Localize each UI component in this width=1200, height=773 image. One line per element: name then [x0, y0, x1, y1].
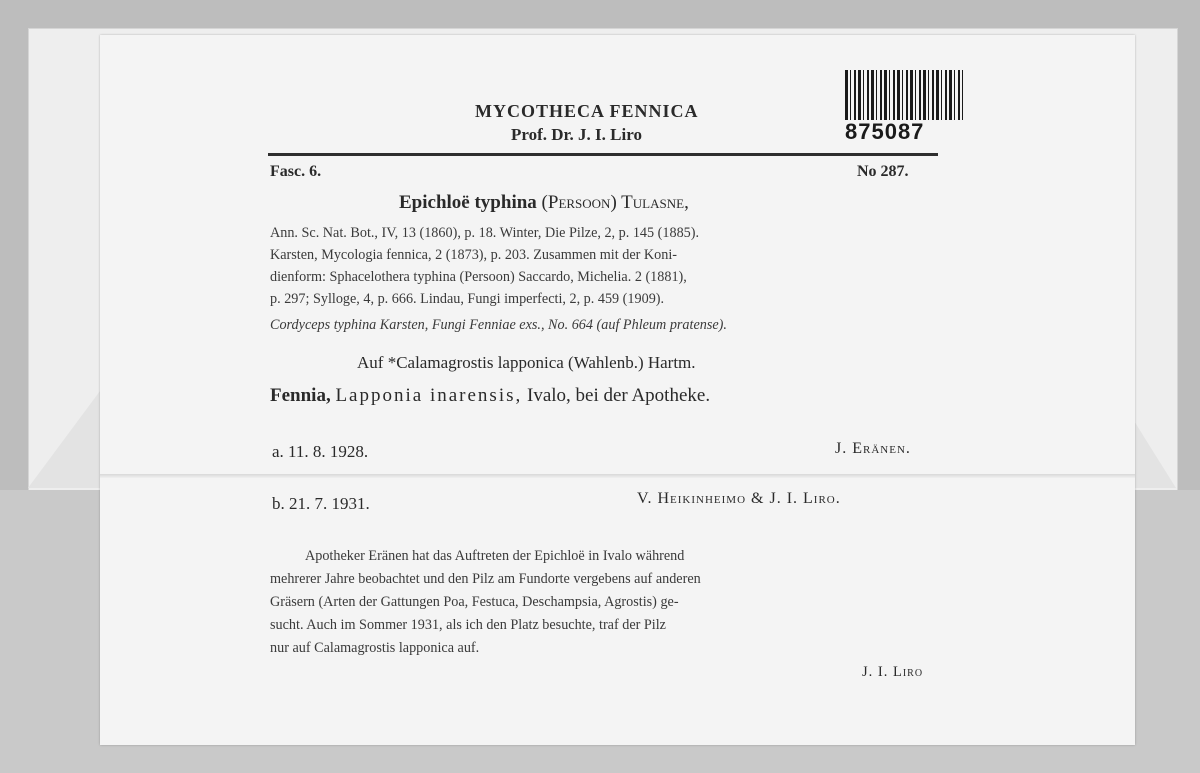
collection-a-date: a. 11. 8. 1928. — [272, 442, 369, 461]
species-line — [399, 192, 689, 214]
collection-a-collector: J. Eränen. — [835, 440, 911, 457]
collection-b-date: b. 21. 7. 1931. — [272, 494, 370, 513]
reference-line: p. 297; Sylloge, 4, p. 666. Lindau, Fungi imperfecti, 2, p. 459 (1909). — [270, 291, 665, 307]
reference-line: Ann. Sc. Nat. Bot., IV, 13 (1860), p. 18. Winter, Die Pilze, 2, p. 145 (1885). — [270, 225, 700, 241]
label-fold — [100, 474, 1135, 478]
exsiccata-number: No 287. — [857, 163, 909, 180]
species-author: (Persoon) Tulasne, — [541, 192, 689, 213]
field-note — [270, 545, 960, 660]
barcode-number: 875087 — [845, 119, 925, 144]
note-line: sucht. Auch im Sommer 1931, als ich den Platz besuchte, traf der Pilz — [270, 617, 666, 633]
note-line: mehrerer Jahre beobachtet und den Pilz am Fundorte vergebens auf anderen — [270, 571, 701, 587]
note-line: nur auf Calamagrostis lapponica auf. — [270, 640, 480, 656]
note-signature: J. I. Liro — [862, 664, 924, 680]
reference-line: dienform: Sphacelothera typhina (Persoon) Saccardo, Michelia. 2 (1881), — [270, 269, 687, 285]
locality-detail: Ivalo, bei der Apotheke. — [527, 385, 711, 406]
host-plant: Auf *Calamagrostis lapponica (Wahlenb.) Hartm. — [357, 353, 696, 372]
collection-b-collector: V. Heikinheimo & J. I. Liro. — [637, 490, 841, 507]
collection-title: MYCOTHECA FENNICA — [475, 101, 699, 121]
note-line: Gräsern (Arten der Gattungen Poa, Festuca, Deschampsia, Agrostis) ge- — [270, 594, 679, 610]
species-name: Epichloë typhina — [399, 192, 537, 213]
locality-region: Fennia, — [270, 385, 331, 406]
reference-line: Karsten, Mycologia fennica, 2 (1873), p. 203. Zusammen mit der Koni- — [270, 247, 678, 263]
locality-line — [270, 385, 710, 407]
fascicle: Fasc. 6. — [270, 163, 322, 180]
collection-editor: Prof. Dr. J. I. Liro — [511, 125, 642, 144]
note-line: Apotheker Eränen hat das Auftreten der Epichloë in Ivalo während — [305, 548, 685, 564]
locality-province: Lapponia inarensis, — [335, 385, 523, 406]
header-rule — [268, 153, 938, 156]
barcode — [845, 70, 963, 120]
reference-line: Cordyceps typhina Karsten, Fungi Fenniae exs., No. 664 (auf Phleum pratense). — [270, 317, 727, 333]
